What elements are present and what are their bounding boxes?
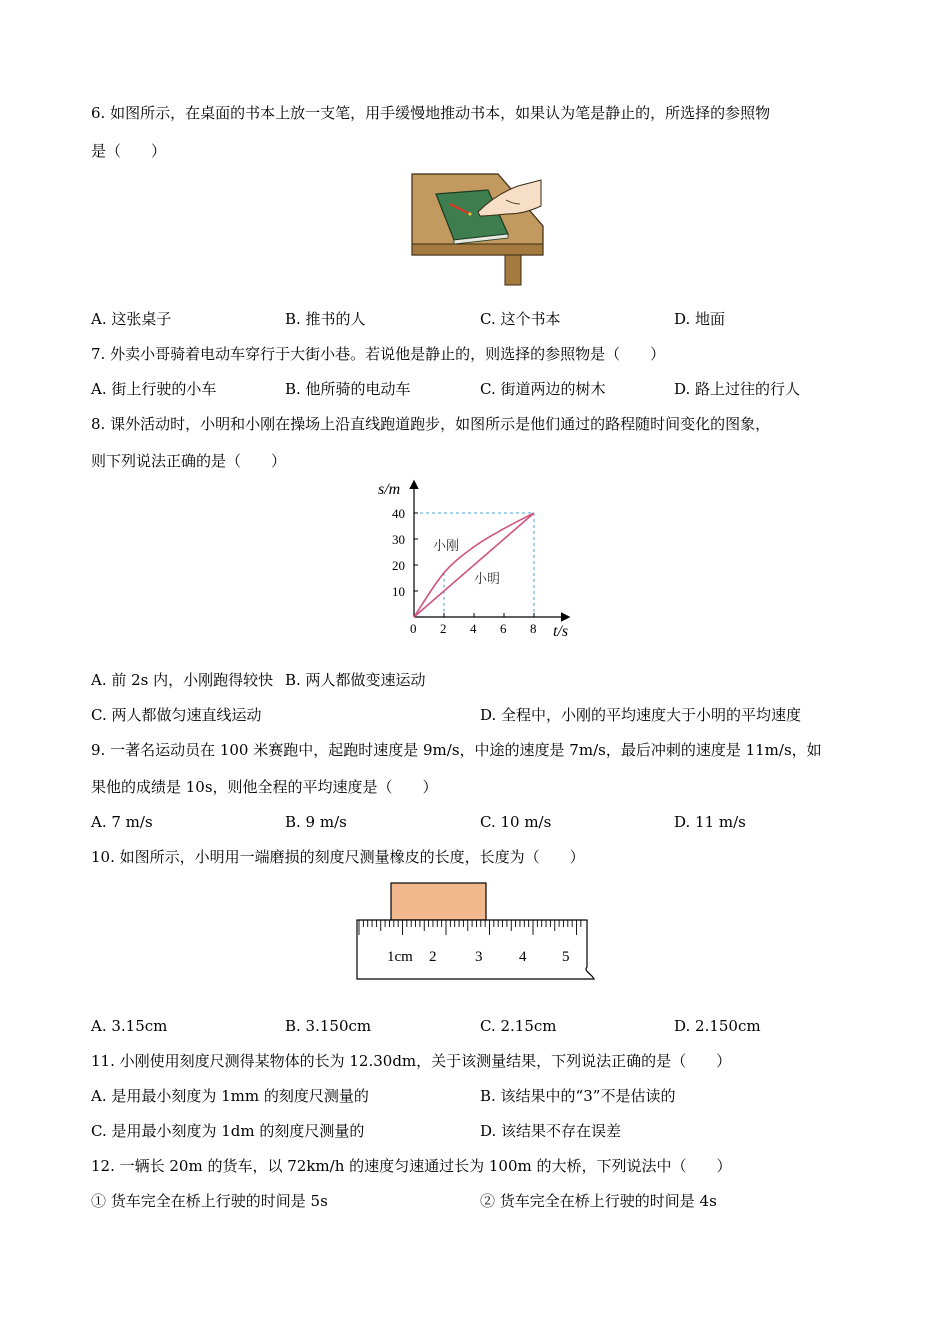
x-tick-label-2: 2 (440, 621, 447, 636)
q9-option-c: C. 10 m/s (480, 813, 552, 831)
q6-stem-line1: 6. 如图所示，在桌面的书本上放一支笔，用手缓慢地推动书本，如果认为笔是静止的，所选择的参照物 (91, 104, 771, 122)
q6-option-c: C. 这个书本 (480, 310, 561, 328)
q9-option-a: A. 7 m/s (91, 813, 153, 831)
q10-option-c: C. 2.15cm (480, 1017, 557, 1035)
q7-option-c: C. 街道两边的树木 (480, 380, 606, 398)
eraser (391, 883, 486, 920)
y-tick-label-30: 30 (392, 532, 405, 547)
q8-stem-line1: 8. 课外活动时，小明和小刚在操场上沿直线跑道跑步，如图所示是他们通过的路程随时间变化的图象， (91, 415, 771, 433)
ruler-label-3: 3 (475, 949, 483, 965)
q11-option-b: B. 该结果中的“3”不是估读的 (480, 1087, 676, 1105)
q11-option-d: D. 该结果不存在误差 (480, 1122, 622, 1140)
q9-stem-line1: 9. 一著名运动员在 100 米赛跑中，起跑时速度是 9m/s，中途的速度是 7m/s，最后冲刺的速度是 11m/s，如 (91, 741, 822, 759)
ruler-label-4: 4 (519, 949, 527, 965)
x-tick-label-8: 8 (530, 621, 537, 636)
y-tick-label-20: 20 (392, 558, 405, 573)
q10-ruler-figure (354, 881, 599, 981)
q8-option-d: D. 全程中，小刚的平均速度大于小明的平均速度 (480, 706, 802, 724)
x-tick-label-4: 4 (470, 621, 477, 636)
q12-statement-2: ② 货车完全在桥上行驶的时间是 4s (480, 1192, 717, 1210)
series-xiaoming-line (414, 513, 534, 617)
q8-option-a: A. 前 2s 内，小刚跑得较快 (91, 671, 274, 689)
x-tick-label-6: 6 (500, 621, 507, 636)
q6-option-a: A. 这张桌子 (91, 310, 172, 328)
q7-option-b: B. 他所骑的电动车 (285, 380, 411, 398)
q10-option-a: A. 3.15cm (91, 1017, 168, 1035)
q8-stem-line2: 则下列说法正确的是（ ） (91, 452, 287, 470)
q7-option-d: D. 路上过往的行人 (674, 380, 801, 398)
q6-option-d: D. 地面 (674, 310, 726, 328)
x-tick-label-0: 0 (410, 621, 417, 636)
y-axis-label: s/m (378, 481, 401, 498)
y-tick-label-40: 40 (392, 506, 405, 521)
y-tick-label-10: 10 (392, 584, 405, 599)
ruler-label-5: 5 (562, 949, 570, 965)
q11-option-a: A. 是用最小刻度为 1mm 的刻度尺测量的 (91, 1087, 369, 1105)
q7-stem-line1: 7. 外卖小哥骑着电动车穿行于大街小巷。若说他是静止的，则选择的参照物是（ ） (91, 345, 666, 363)
q10-option-b: B. 3.150cm (285, 1017, 372, 1035)
q10-stem-line1: 10. 如图所示，小明用一端磨损的刻度尺测量橡皮的长度，长度为（ ） (91, 848, 585, 866)
ruler-label-2: 2 (429, 949, 437, 965)
q12-stem-line1: 12. 一辆长 20m 的货车，以 72km/h 的速度匀速通过长为 100m 的大桥，下列说法中（ ） (91, 1157, 732, 1175)
q9-option-b: B. 9 m/s (285, 813, 347, 831)
q6-stem-line2: 是（ ） (91, 142, 167, 160)
series-label-xiaoming: 小明 (474, 571, 501, 586)
q6-option-b: B. 推书的人 (285, 310, 366, 328)
series-label-xiaogang: 小刚 (433, 538, 460, 553)
x-axis-label: t/s (553, 623, 569, 640)
q8-option-b: B. 两人都做变速运动 (285, 671, 426, 689)
q11-stem-line1: 11. 小刚使用刻度尺测得某物体的长为 12.30dm，关于该测量结果，下列说法正确的是（ ） (91, 1052, 732, 1070)
q6-book-on-desk-figure (410, 172, 545, 287)
q8-s-t-chart (370, 476, 580, 642)
q9-stem-line2: 果他的成绩是 10s，则他全程的平均速度是（ ） (91, 778, 438, 796)
q8-option-c: C. 两人都做匀速直线运动 (91, 706, 262, 724)
ruler-label-1cm: 1cm (387, 949, 413, 965)
q7-option-a: A. 街上行驶的小车 (91, 380, 217, 398)
q12-statement-1: ① 货车完全在桥上行驶的时间是 5s (91, 1192, 328, 1210)
q10-option-d: D. 2.150cm (674, 1017, 761, 1035)
q11-option-c: C. 是用最小刻度为 1dm 的刻度尺测量的 (91, 1122, 365, 1140)
q9-option-d: D. 11 m/s (674, 813, 746, 831)
